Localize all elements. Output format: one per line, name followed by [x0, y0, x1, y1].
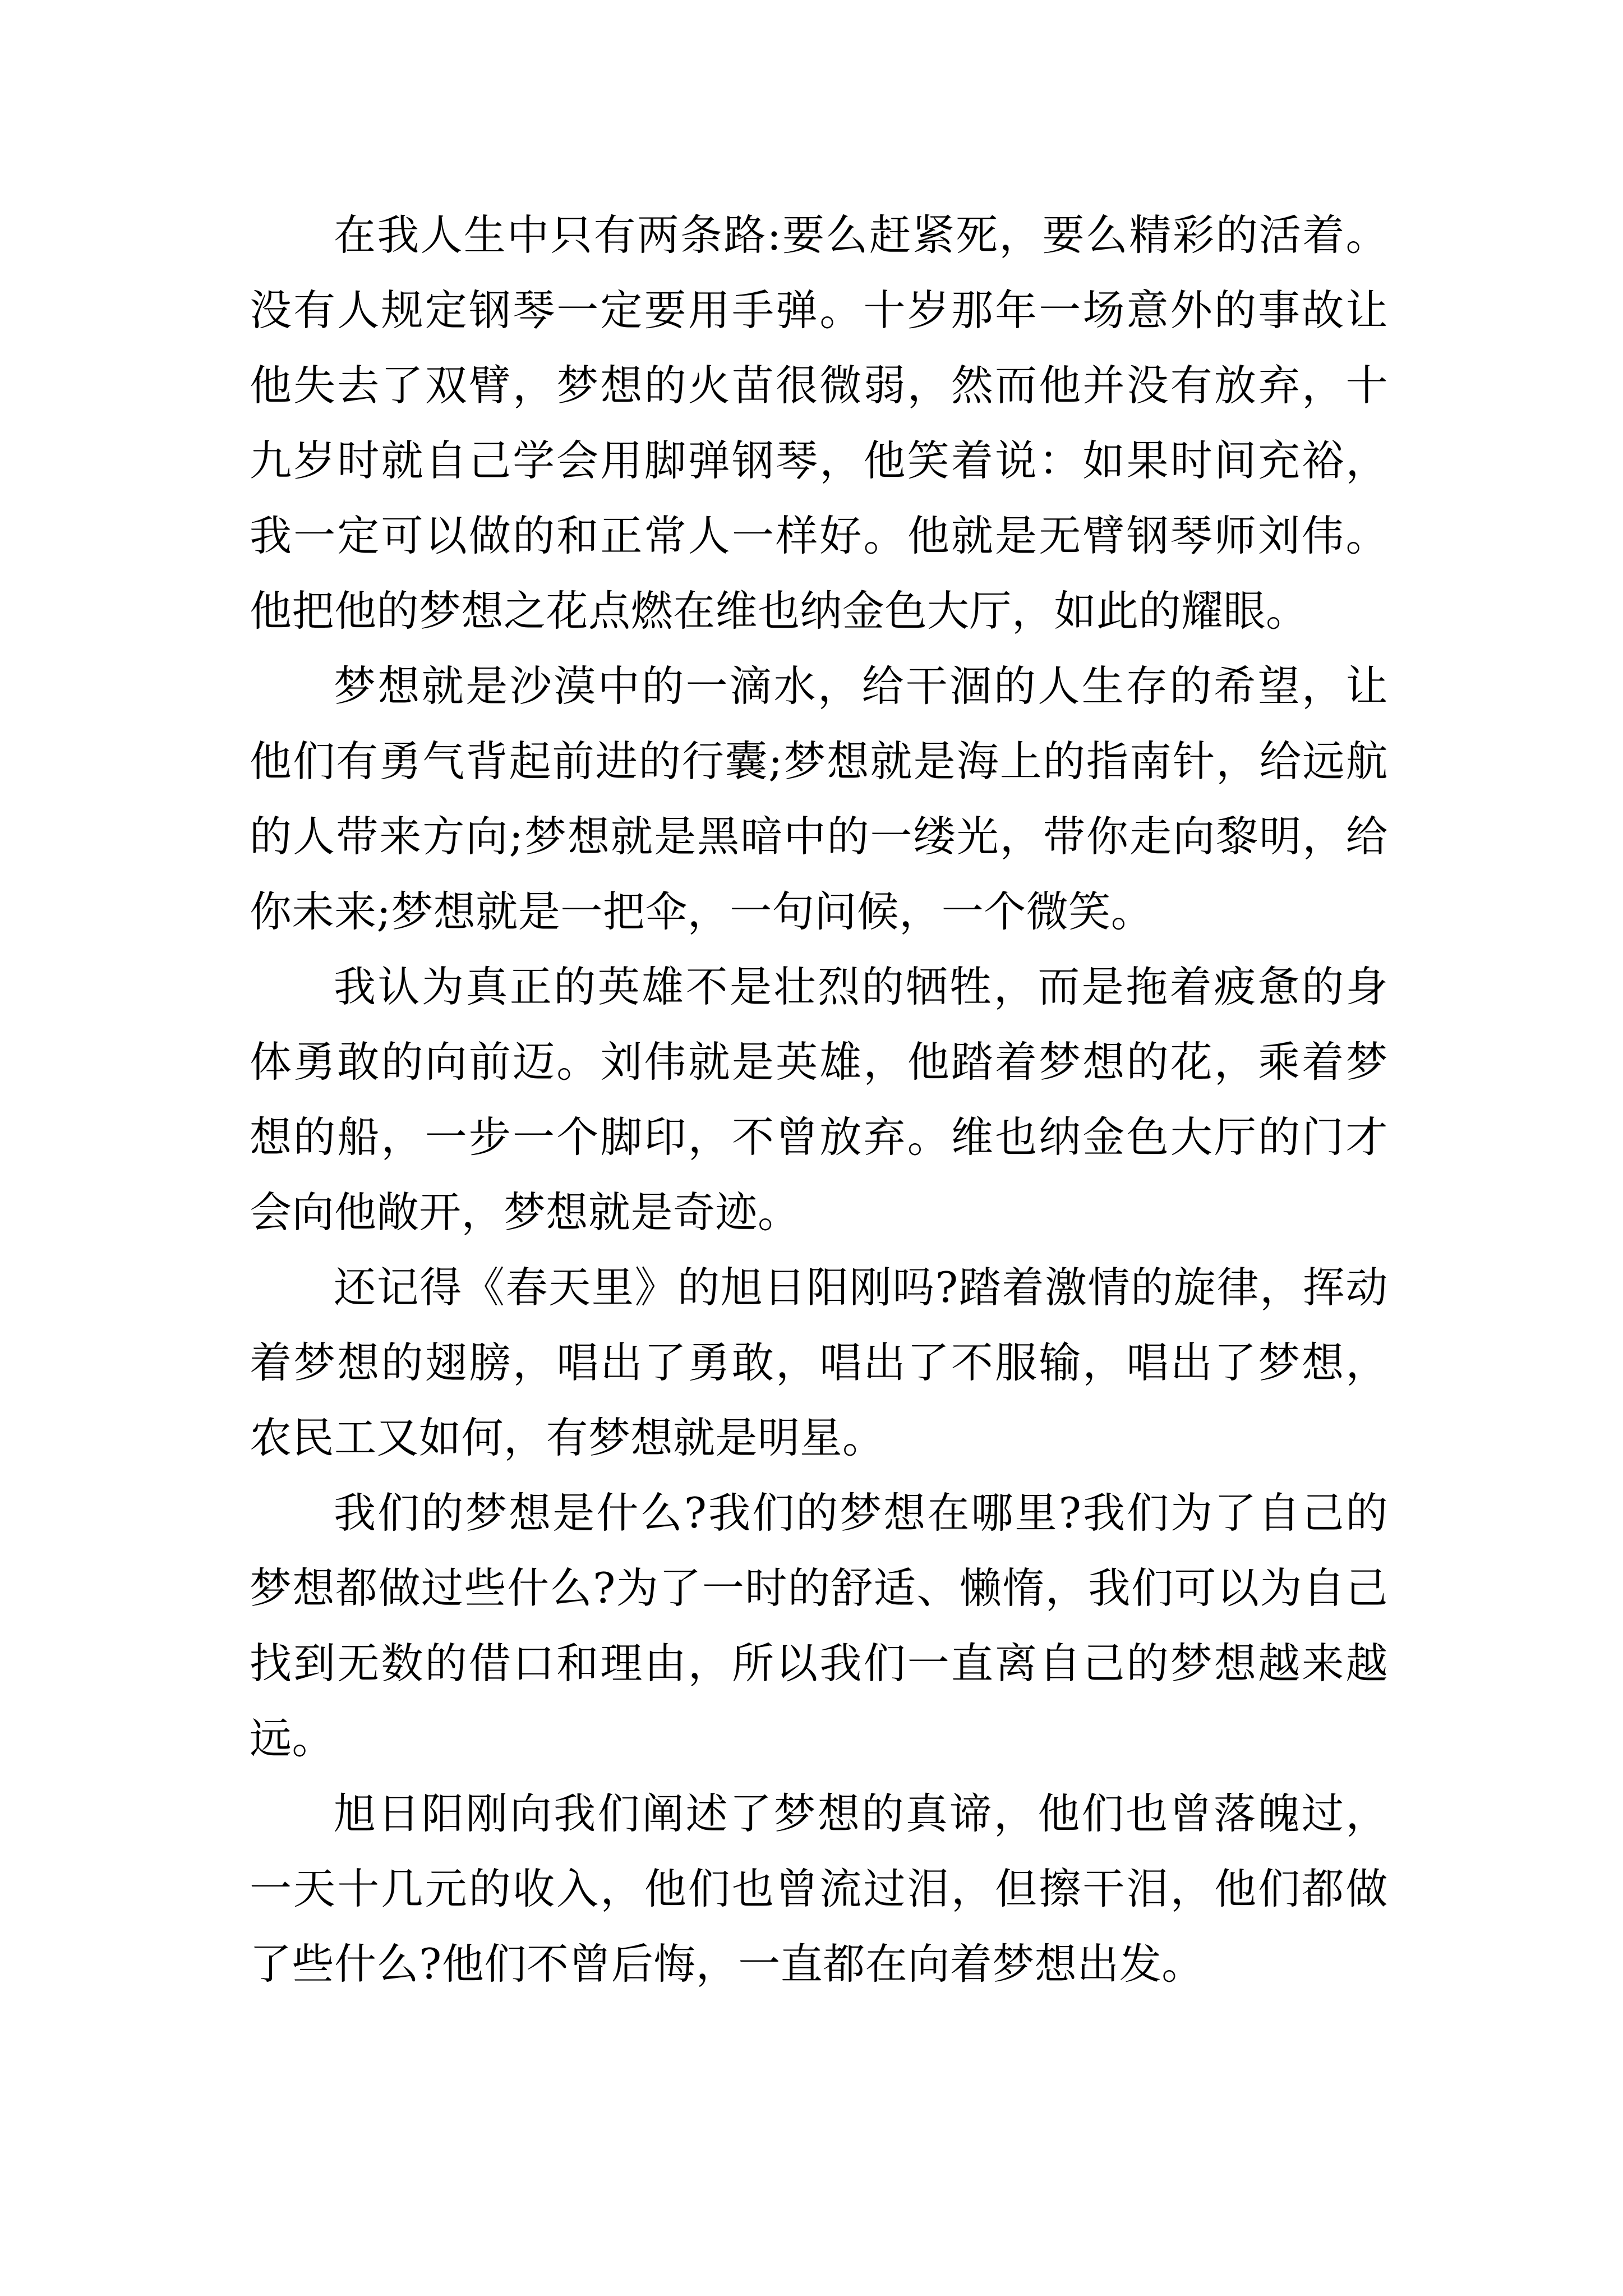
paragraph-6: 旭日阳刚向我们阐述了梦想的真谛，他们也曾落魄过，一天十几元的收入，他们也曾流过泪，但擦干泪，他们都做了些什么?他们不曾后悔，一直都在向着梦想出发。 [250, 1789, 1388, 1989]
paragraph-1: 在我人生中只有两条路:要么赶紧死，要么精彩的活着。没有人规定钢琴一定要用手弹。十岁那年一场意外的事故让他失去了双臂，梦想的火苗很微弱，然而他并没有放弃，十九岁时就自己学会用脚弹钢琴，他笑着说：如果时间充裕，我一定可以做的和正常人一样好。他就是无臂钢琴师刘伟。他把他的梦想之花点燃在维也纳金色大厅，如此的耀眼。 [250, 210, 1388, 636]
paragraph-3: 我认为真正的英雄不是壮烈的牺牲，而是拖着疲惫的身体勇敢的向前迈。刘伟就是英雄，他踏着梦想的花，乘着梦想的船，一步一个脚印，不曾放弃。维也纳金色大厅的门才会向他敞开，梦想就是奇迹。 [250, 962, 1388, 1237]
document-body [250, 197, 1388, 2001]
paragraph-5: 我们的梦想是什么?我们的梦想在哪里?我们为了自己的梦想都做过些什么?为了一时的舒适、懒惰，我们可以为自己找到无数的借口和理由，所以我们一直离自己的梦想越来越远。 [250, 1488, 1388, 1763]
paragraph-2: 梦想就是沙漠中的一滴水，给干涸的人生存的希望，让他们有勇气背起前进的行囊;梦想就是海上的指南针，给远航的人带来方向;梦想就是黑暗中的一缕光，带你走向黎明，给你未来;梦想就是一把伞，一句问候，一个微笑。 [250, 661, 1388, 936]
paragraph-4: 还记得《春天里》的旭日阳刚吗?踏着激情的旋律，挥动着梦想的翅膀，唱出了勇敢，唱出了不服输，唱出了梦想，农民工又如何，有梦想就是明星。 [250, 1263, 1388, 1462]
